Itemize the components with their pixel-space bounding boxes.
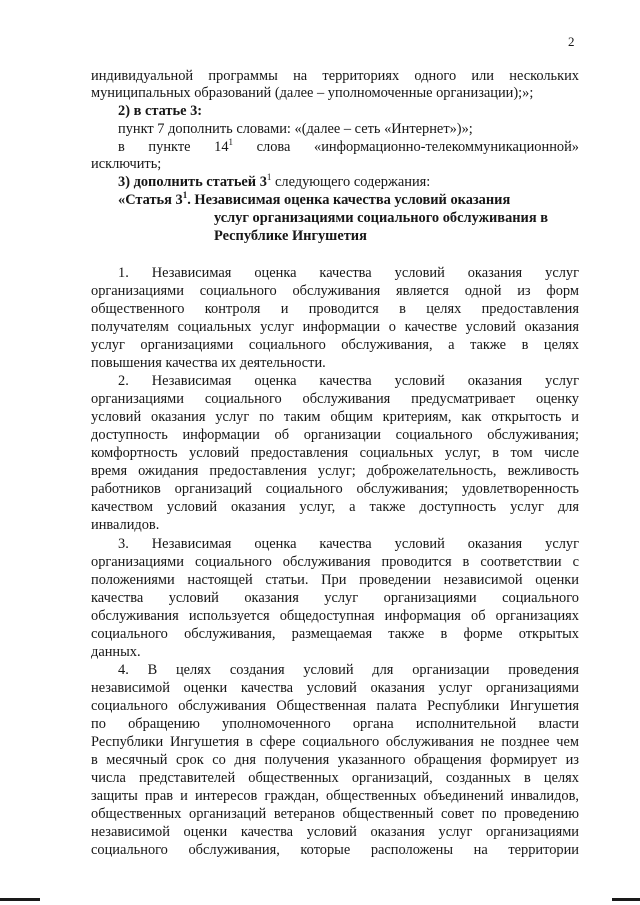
text-line: получателям социальных услуг информации о качестве условий оказания	[91, 319, 579, 335]
amendment-heading: 2) в статье 3:	[118, 103, 203, 119]
text-line: независимой оценки качества условий оказания услуг организациями	[91, 824, 579, 840]
text-line: индивидуальной программы на территориях одного или нескольких	[91, 68, 579, 84]
text-line: общественного контроля и проводится в целях предоставления	[91, 301, 579, 317]
text-line: комфортность условий предоставления социальных услуг, в том числе	[91, 445, 579, 461]
text-line: положениями настоящей статьи. При проведении независимой оценки	[91, 572, 579, 588]
text-line: организациями социального обслуживания предусматривает оценку	[91, 391, 579, 407]
text-line: 2. Независимая оценка качества условий оказания услуг	[118, 373, 579, 389]
text-line: повышения качества их деятельности.	[91, 355, 326, 371]
text-line: в месячный срок со дня получения указанного обращения формирует из	[91, 752, 579, 768]
text-line: социального обслуживания, размещаемая также в форме открытых	[91, 626, 579, 642]
amendment-heading: 3) дополнить статьей $3^1$ следующего содержания:	[118, 172, 431, 190]
article-title: «Статья $3^1$. Независимая оценка качества условий оказания	[118, 190, 511, 208]
text-line: по обращению уполномоченного органа исполнительной власти	[91, 716, 579, 732]
text-line: обслуживания используется общедоступная информация об организациях	[91, 608, 579, 624]
text-line: независимой оценки качества условий оказания услуг организациями	[91, 680, 579, 696]
text-line: инвалидов.	[91, 517, 160, 533]
text-line: исключить;	[91, 156, 162, 172]
text-line: организациями социального обслуживания проводится в соответствии с	[91, 554, 579, 570]
text-line: Республики Ингушетия в сфере социального обслуживания не позднее чем	[91, 734, 579, 750]
text-line: работников организаций социального обслуживания; удовлетворенность	[91, 481, 579, 497]
text-line: организациями социального обслуживания является одной из форм	[91, 283, 579, 299]
scan-edge-mark	[612, 898, 640, 901]
page-number: 2	[568, 34, 575, 49]
text-line: условий оказания услуг по таким общим критериям, как открытость и	[91, 409, 579, 425]
scan-edge-mark	[0, 898, 40, 901]
text-line: доступность информации об организации социального обслуживания;	[91, 427, 579, 443]
text-line: 3. Независимая оценка качества условий оказания услуг	[118, 536, 579, 552]
text-line: данных.	[91, 644, 141, 660]
text-line: качества условий оказания услуг организациями социального	[91, 590, 579, 606]
text-line: 4. В целях создания условий для организации проведения	[118, 662, 579, 678]
article-title: Республике Ингушетия	[214, 228, 367, 244]
text-line: числа представителей общественных организаций, созданных в целях	[91, 770, 579, 786]
article-title: услуг организациями социального обслуживания в	[214, 210, 549, 226]
text-line: социального обслуживания Общественная палата Республики Ингушетия	[91, 698, 579, 714]
text-line: услуг организациями социального обслуживания, а также в целях	[91, 337, 579, 353]
text-line: качеством условий оказания услуг, а также доступность услуг для	[91, 499, 579, 515]
text-line: защиты прав и интересов граждан, общественных объединений инвалидов,	[91, 788, 579, 804]
text-line: пункт 7 дополнить словами: «(далее – сеть «Интернет»)»;	[118, 121, 473, 137]
text-line: общественных организаций ветеранов общественный совет по проведению	[91, 806, 579, 822]
text-line: социального обслуживания, которые расположены на территории	[91, 842, 579, 858]
text-line: в пункте $14^1$ слова «информационно-телекоммуникационной»	[118, 137, 579, 155]
text-line: муниципальных образований (далее – уполномоченные организации);»;	[91, 85, 534, 101]
text-line: время ожидания предоставления услуг; доброжелательность, вежливость	[91, 463, 579, 479]
text-line: 1. Независимая оценка качества условий оказания услуг	[118, 265, 579, 281]
